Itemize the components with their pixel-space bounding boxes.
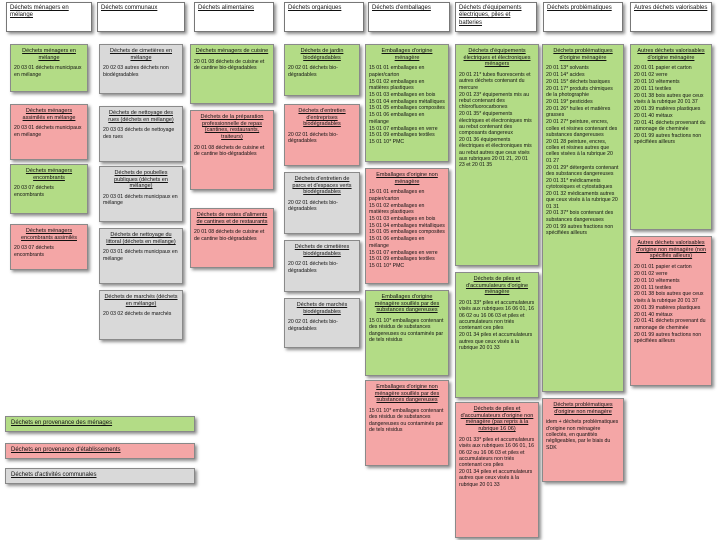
waste-code-list	[546, 65, 620, 236]
waste-code-entry: 20 03 02 déchets de marchés	[103, 311, 172, 318]
waste-code-entry: 20 01 99 autres fractions non spécifiées ailleurs	[634, 132, 702, 146]
waste-code-entry: 20 01 37* bois contenant des substances dangereuses	[546, 210, 614, 223]
waste-code-entry: 20 01 11 textiles	[634, 85, 672, 92]
waste-code-list	[459, 437, 535, 488]
box-title: Déchets de cimetières biodégradables	[294, 244, 350, 257]
waste-code-list	[288, 65, 356, 78]
box-title: Déchets problématiques d'origine ménagère	[553, 48, 613, 61]
box-household-bulky	[10, 164, 88, 214]
waste-code-entry: 20 01 10 vêtements	[634, 79, 680, 86]
box-coastline-cleaning	[99, 228, 183, 284]
waste-code-list	[288, 132, 356, 145]
box-cemetery-biodegradable	[284, 240, 360, 292]
waste-code-entry: 20 01 35* équipements électriques et électroniques mis au rebut contenant des composants dangereux	[459, 111, 532, 137]
waste-code-entry: 20 01 02 verre	[634, 72, 668, 79]
box-cemetery-mixed	[99, 44, 183, 94]
waste-code-entry: 20 01 41 déchets provenant du ramonage de cheminée	[634, 119, 706, 132]
box-assimilated-mixed	[10, 104, 88, 160]
waste-code-entry: 20 01 02 verre	[634, 270, 668, 277]
waste-code-entry: 20 01 41 déchets provenant du ramonage de cheminée	[634, 318, 706, 331]
waste-code-entry: 20 01 39 matières plastiques	[634, 304, 701, 311]
header-municipal-waste: Déchets communaux	[97, 2, 185, 32]
waste-code-entry: 20 01 01 papier et carton	[634, 65, 692, 72]
waste-code-entry: 20 01 38 bois autres que ceux visés à la rubrique 20 01 37	[634, 92, 704, 106]
box-household-contaminated-packaging	[365, 290, 449, 376]
box-title: Déchets ménagers encombrants	[25, 168, 73, 181]
waste-code-entry: 20 01 08 déchets de cuisine et de cantine bio-dégradables	[194, 229, 265, 242]
box-household-packaging	[365, 44, 449, 162]
legend-households: Déchets en provenance des ménages	[5, 416, 195, 432]
waste-code-entry: 15 01 02 emballages en matières plastiques	[369, 78, 425, 91]
legend-municipal: Déchets d'activités communales	[5, 468, 195, 484]
box-title: Déchets d'entretien de parcs et d'espaces verts biodégradables	[292, 176, 352, 196]
header-packaging-waste: Déchets d'emballages	[368, 2, 450, 32]
waste-code-entry: 20 03 07 déchets encombrants	[14, 245, 54, 258]
box-title: Déchets ménagers encombrants assimilés	[21, 228, 77, 241]
waste-code-entry: 20 01 99 autres fractions non spécifiées ailleurs	[634, 331, 702, 344]
waste-code-entry: 20 01 08 déchets de cuisine et de cantine bio-dégradables	[194, 58, 265, 72]
waste-code-entry: 15 01 09 emballages textiles	[369, 132, 435, 139]
waste-code-list	[369, 65, 445, 145]
box-household-weee	[455, 44, 539, 266]
waste-code-list	[288, 319, 356, 332]
box-title: Déchets de piles et d'accumulateurs d'origine non ménagère (pas repris à la rubrique 16 06)	[460, 406, 534, 433]
waste-code-entry: 20 01 23* équipements mis au rebut contenant des chlorofluorocarbones	[459, 91, 530, 111]
waste-code-list	[459, 72, 535, 169]
box-household-batteries	[455, 272, 539, 398]
box-household-other-recoverable	[630, 44, 712, 230]
box-household-mixed	[10, 44, 88, 92]
waste-code-entry: 15 01 10* PMC	[369, 139, 405, 146]
waste-code-entry: 20 01 33* piles et accumulateurs visés aux rubriques 16 06 01, 16 06 02 ou 16 06 03 et piles et accumulateurs non triés contenant ces piles	[459, 300, 535, 332]
waste-code-list	[634, 65, 708, 145]
waste-code-entry: idem + déchets problématiques d'origine non ménagère collectés, en quantités négligeables, par le biais du SDK	[546, 419, 619, 451]
waste-code-entry: 20 01 38 bois autres que ceux visés à la rubrique 20 01 37	[634, 291, 704, 304]
box-title: Autres déchets valorisables d'origine ménagère	[637, 48, 705, 61]
waste-code-entry: 20 01 08 déchets de cuisine et de cantine bio-dégradables	[194, 144, 265, 158]
box-household-kitchen	[190, 44, 274, 104]
waste-code-entry: 20 01 19* pesticides	[546, 99, 593, 106]
waste-code-entry: 20 01 29* détergents contenant des substances dangereuses	[546, 164, 619, 177]
box-title: Déchets ménagers de cuisine	[195, 48, 269, 54]
waste-code-entry: 20 01 11 textiles	[634, 284, 672, 291]
waste-code-entry: 20 01 34 piles et accumulateurs autres que ceux visés à la rubrique 20 01 33	[459, 332, 533, 352]
box-public-bins	[99, 166, 183, 222]
waste-code-list	[288, 261, 356, 274]
waste-code-list	[634, 264, 708, 344]
box-title: Déchets de marchés (déchets en mélange)	[104, 294, 178, 307]
waste-code-list	[194, 229, 270, 242]
header-problematic-waste: Déchets problématiques	[543, 2, 623, 32]
waste-code-entry: 15 01 03 emballages en bois	[369, 215, 436, 222]
waste-code-entry: 20 01 14* acides	[546, 72, 585, 79]
waste-code-entry: 20 03 01 déchets municipaux en mélange	[103, 249, 178, 262]
header-electrical-waste: Déchets d'équipements électriques, piles et batteries	[455, 2, 537, 32]
box-title: Déchets de poubelles publiques (déchets en mélange)	[114, 170, 168, 190]
waste-code-list	[14, 245, 84, 258]
waste-code-entry: 20 03 01 déchets municipaux en mélange	[14, 125, 82, 138]
waste-code-list	[546, 419, 620, 451]
waste-code-entry: 20 03 01 déchets municipaux en mélange	[14, 65, 82, 78]
waste-code-list	[459, 300, 535, 351]
waste-code-entry: 15 01 09 emballages textiles	[369, 256, 435, 263]
box-title: Déchets de cimetières en mélange	[109, 48, 173, 61]
waste-code-entry: 15 01 10* PMC	[369, 263, 405, 270]
waste-code-entry: 20 02 01 déchets bio-dégradables	[288, 319, 338, 332]
box-street-cleaning	[99, 106, 183, 162]
box-title: Emballages d'origine non ménagère	[376, 172, 438, 185]
box-title: Déchets de piles et d'accumulateurs d'origine ménagère	[465, 276, 529, 296]
waste-code-entry: 15 01 02 emballages en matières plastiques	[369, 202, 425, 215]
header-other-recoverable-waste: Autres déchets valorisables	[630, 2, 712, 32]
box-title: Déchets de jardin biodégradables	[300, 48, 344, 61]
box-title: Déchets d'entretien d'entreprises biodégradables	[298, 108, 346, 128]
header-food-waste: Déchets alimentaires	[194, 2, 274, 32]
waste-code-entry: 20 01 13* solvants	[546, 65, 589, 72]
waste-code-entry: 20 02 03 autres déchets non biodégradables	[103, 65, 169, 78]
waste-code-entry: 20 01 34 piles et accumulateurs autres que ceux visés à la rubrique 20 01 33	[459, 469, 533, 488]
waste-code-entry: 20 01 01 papier et carton	[634, 264, 692, 271]
box-title: Déchets de marchés biodégradables	[296, 302, 348, 315]
waste-code-entry: 20 01 15* déchets basiques	[546, 79, 611, 86]
waste-code-entry: 15 01 07 emballages en verre	[369, 125, 438, 132]
waste-code-entry: 15 01 04 emballages métalliques	[369, 98, 445, 105]
box-non-household-problematic	[542, 398, 624, 482]
box-food-leftovers	[190, 208, 274, 268]
waste-code-list	[103, 311, 179, 317]
waste-code-list	[369, 408, 445, 433]
box-professional-meals	[190, 110, 274, 190]
box-title: Déchets ménagers en mélange	[22, 48, 76, 61]
box-company-maintenance	[284, 104, 360, 166]
box-non-household-contaminated-packaging	[365, 380, 449, 466]
waste-code-list	[194, 59, 270, 72]
waste-code-entry: 20 01 10 vêtements	[634, 277, 680, 284]
waste-code-entry: 20 01 39 matières plastiques	[634, 105, 701, 112]
waste-code-entry: 20 03 03 déchets de nettoyage des rues	[103, 127, 175, 140]
waste-code-entry: 20 01 32 médicaments autres que ceux visés à la rubrique 20 01 31	[546, 190, 618, 210]
waste-code-entry: 15 01 06 emballages en mélange	[369, 112, 425, 125]
waste-code-entry: 20 01 28 peinture, encres, colles et résines autres que celles visées à la rubrique 20 01 27	[546, 138, 613, 164]
waste-code-entry: 20 01 26* huiles et matières grasses	[546, 105, 611, 119]
box-garden-biodegradable	[284, 44, 360, 96]
waste-code-list	[194, 145, 270, 158]
waste-code-entry: 15 01 10* emballages contenant des résidus de substances dangereuses ou contaminés par de tels résidus	[369, 318, 444, 344]
waste-code-list	[103, 194, 179, 207]
waste-code-entry: 15 01 06 emballages en mélange	[369, 236, 425, 249]
waste-code-entry: 15 01 05 emballages composites	[369, 105, 445, 112]
box-title: Emballages d'origine ménagère souillés par des substances dangereuses	[374, 294, 440, 314]
box-assimilated-bulky	[10, 224, 88, 270]
box-title: Emballages d'origine non ménagère souillés par des substances dangereuses	[374, 384, 440, 404]
waste-code-list	[103, 127, 179, 140]
box-title: Déchets de restes d'aliments de cantines et de restaurants	[196, 212, 268, 225]
header-mixed-household-waste: Déchets ménagers en mélange	[6, 2, 92, 32]
waste-code-entry: 20 02 01 déchets bio-dégradables	[288, 132, 338, 145]
waste-code-entry: 20 01 99 autres fractions non spécifiées ailleurs	[546, 223, 614, 236]
box-market-mixed	[99, 290, 183, 340]
box-title: Déchets problématiques d'origine non ménagère	[553, 402, 613, 415]
box-household-problematic	[542, 44, 624, 392]
box-title: Déchets de nettoyage des rues (déchets en mélange)	[108, 110, 174, 123]
legend-establishments: Déchets en provenance d'établissements	[5, 443, 195, 459]
waste-code-entry: 20 01 33* piles et accumulateurs visés aux rubriques 16 06 01, 16 06 02 ou 16 06 03 et piles et accumulateurs non triés contenant ces piles	[459, 436, 535, 469]
waste-code-entry: 20 02 01 déchets bio-dégradables	[288, 261, 338, 274]
waste-code-list	[14, 65, 84, 78]
waste-code-list	[369, 318, 445, 343]
waste-code-list	[103, 65, 179, 78]
box-title: Déchets ménagers assimilés en mélange	[22, 108, 76, 121]
box-parks-green-spaces	[284, 172, 360, 234]
waste-code-entry: 20 01 40 métaux	[634, 311, 673, 318]
waste-code-list	[14, 125, 84, 138]
box-title: Autres déchets valorisables d'origine non ménagère (non spécifiés ailleurs)	[635, 240, 707, 260]
box-title: Déchets d'équipements électriques et électroniques ménagers	[463, 48, 531, 68]
waste-code-entry: 15 01 04 emballages métalliques	[369, 222, 445, 229]
box-non-household-packaging	[365, 168, 449, 284]
waste-code-entry: 20 02 01 déchets bio-dégradables	[288, 200, 338, 213]
box-non-household-batteries	[455, 402, 539, 538]
box-market-biodegradable	[284, 298, 360, 348]
waste-code-entry: 20 01 40 métaux	[634, 112, 673, 119]
header-organic-waste: Déchets organiques	[284, 2, 364, 32]
waste-code-entry: 20 01 36 équipements électriques et électroniques mis au rebut autres que ceux visés aux rubriques 20 01 21, 20 01 23 et 20 01 35	[459, 137, 532, 169]
box-title: Déchets de nettoyage du littoral (déchets en mélange)	[106, 232, 176, 245]
waste-code-entry: 15 01 10* emballages contenant des résidus de substances dangereuses ou contaminés par de tels résidus	[369, 408, 444, 434]
waste-code-entry: 15 01 01 emballages en papier/carton	[369, 189, 425, 202]
waste-code-entry: 20 03 07 déchets encombrants	[14, 185, 54, 198]
waste-code-entry: 15 01 05 emballages composites	[369, 229, 445, 236]
waste-code-list	[369, 189, 445, 269]
waste-code-entry: 20 01 27* peinture, encres, colles et résines contenant des substances dangereuses	[546, 119, 618, 138]
waste-code-entry: 20 01 21* tubes fluorescents et autres déchets contenant du mercure	[459, 72, 531, 91]
box-non-household-other-recoverable	[630, 236, 712, 386]
waste-code-list	[103, 249, 179, 262]
waste-code-list	[14, 185, 84, 198]
box-title: Déchets de la préparation professionnelle de repas (cantines, restaurants, traiteurs)	[200, 114, 264, 141]
box-title: Emballages d'origine ménagère	[381, 48, 433, 61]
waste-code-entry: 15 01 03 emballages en bois	[369, 91, 436, 98]
waste-code-entry: 15 01 01 emballages en papier/carton	[369, 65, 425, 78]
waste-code-list	[288, 200, 356, 213]
waste-code-entry: 20 03 01 déchets municipaux en mélange	[103, 194, 178, 207]
waste-code-entry: 20 01 31* médicaments cytotoxiques et cytostatiques	[546, 177, 613, 191]
waste-code-entry: 20 02 01 déchets bio-dégradables	[288, 65, 338, 78]
waste-code-entry: 15 01 07 emballages en verre	[369, 249, 438, 256]
waste-code-entry: 20 01 17* produits chimiques de la photographie	[546, 85, 613, 99]
